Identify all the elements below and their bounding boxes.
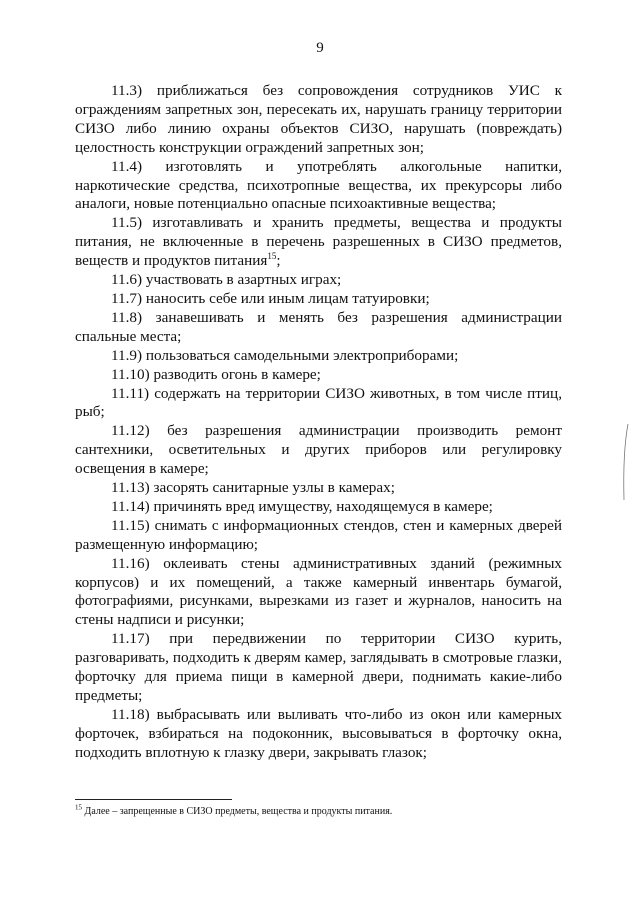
paragraph-11-14: 11.14) причинять вред имуществу, находящемуся в камере; bbox=[111, 497, 493, 515]
paragraph-11-13: 11.13) засорять санитарные узлы в камерах; bbox=[111, 479, 395, 497]
paragraph-11-15: 11.15) снимать с информационных стендов, стен и камерных дверей размещенную информацию; bbox=[75, 516, 562, 553]
paragraph-11-6: 11.6) участвовать в азартных играх; bbox=[111, 271, 342, 289]
paragraph-11-3: 11.3) приближаться без сопровождения сотрудников УИС к ограждениям запретных зон, пересекать их, нарушать границу территории СИЗО либо линию охраны объектов СИЗО, нарушать (повреждать) целостность конструкции ограждений запретных зон; bbox=[75, 82, 562, 156]
margin-pencil-mark bbox=[622, 422, 630, 502]
paragraph-11-12: 11.12) без разрешения администрации производить ремонт сантехники, осветительных и других приборов или регулировку освещения в камере; bbox=[75, 422, 562, 478]
page-number: 9 bbox=[316, 40, 324, 56]
footnote-divider bbox=[75, 799, 232, 800]
paragraph-11-8: 11.8) занавешивать и менять без разрешения администрации спальные места; bbox=[75, 308, 562, 345]
paragraph-11-18: 11.18) выбрасывать или выливать что-либо из окон или камерных форточек, взбираться на подоконник, высовываться в форточку окна, подходить вплотную к глазку двери, закрывать глазок; bbox=[75, 705, 562, 761]
paragraph-11-5 bbox=[75, 214, 562, 271]
paragraph-11-5-text: 11.5) изготавливать и хранить предметы, вещества и продукты питания, не включенные в перечень разрешенных в СИЗО предметов, веществ и продуктов питания bbox=[75, 214, 562, 270]
paragraph-11-7: 11.7) наносить себе или иным лицам татуировки; bbox=[111, 289, 430, 307]
footnote-number: 15 bbox=[75, 803, 82, 812]
paragraph-11-5-tail: ; bbox=[276, 252, 281, 270]
footnote-text: Далее – запрещенные в СИЗО предметы, вещества и продукты питания. bbox=[84, 806, 393, 817]
footnote-reference: 15 bbox=[267, 251, 277, 262]
paragraph-11-11: 11.11) содержать на территории СИЗО животных, в том числе птиц, рыб; bbox=[75, 384, 562, 421]
paragraph-11-17: 11.17) при передвижении по территории СИЗО курить, разговаривать, подходить к дверям камер, заглядывать в смотровые глазки, форточку для приема пищи в камерной двери, поднимать какие-либо предметы; bbox=[75, 630, 562, 704]
document-body bbox=[75, 82, 562, 763]
paragraph-11-10: 11.10) разводить огонь в камере; bbox=[111, 365, 321, 383]
footnote bbox=[75, 803, 562, 818]
paragraph-11-4: 11.4) изготовлять и употреблять алкогольные напитки, наркотические средства, психотропные вещества, их прекурсоры либо аналоги, новые потенциально опасные психоактивные вещества; bbox=[75, 157, 562, 213]
paragraph-11-9: 11.9) пользоваться самодельными электроприборами; bbox=[111, 346, 459, 364]
paragraph-11-16: 11.16) оклеивать стены административных зданий (режимных корпусов) и их помещений, а также камерный инвентарь бумагой, фотографиями, рисунками, вырезками из газет и журналов, наносить на стены надписи и рисунки; bbox=[75, 554, 562, 629]
